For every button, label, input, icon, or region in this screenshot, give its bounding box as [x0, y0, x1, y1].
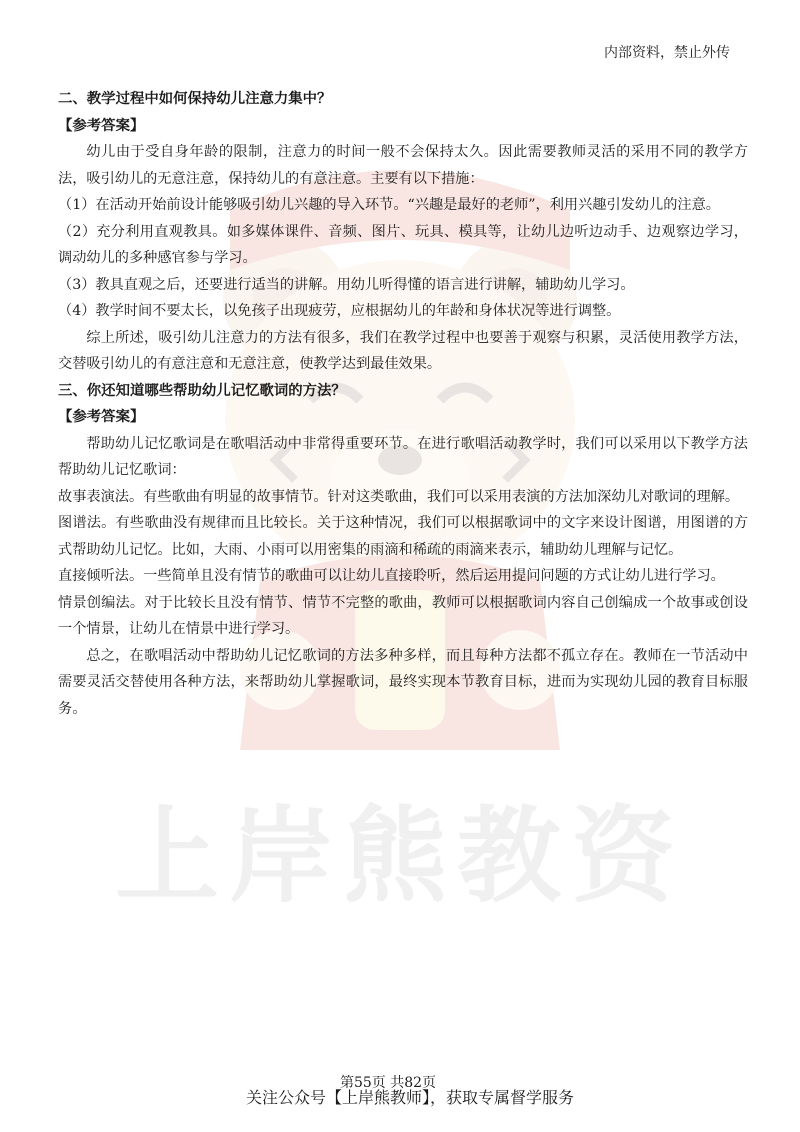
paragraph: 综上所述，吸引幼儿注意力的方法有很多，我们在教学过程中也要善于观察与积累，灵活使用教学方法，交替吸引幼儿的有意注意和无意注意，使教学达到最佳效果。	[58, 329, 748, 372]
section-title: 三、你还知道哪些帮助幼儿记忆歌词的方法？	[58, 382, 346, 399]
paragraph: 总之，在歌唱活动中帮助幼儿记忆歌词的方法多种多样，而且每种方法都不孤立存在。教师在一节活动中需要灵活交替使用各种方法，来帮助幼儿掌握歌词，最终实现本节教育目标，进而为实现幼儿园的教育目标服务。	[58, 647, 748, 717]
paragraph: 帮助幼儿记忆歌词是在歌唱活动中非常得重要环节。在进行歌唱活动教学时，我们可以采用以下教学方法帮助幼儿记忆歌词：	[58, 435, 748, 478]
paragraph: 幼儿由于受自身年龄的限制，注意力的时间一般不会保持太久。因此需要教师灵活的采用不同的教学方法，吸引幼儿的无意注意，保持幼儿的有意注意。主要有以下措施：	[58, 144, 748, 187]
list-item: 直接倾听法。一些简单且没有情节的歌曲可以让幼儿直接聆听，然后运用提问问题的方式让幼儿进行学习。	[58, 568, 725, 584]
section-title: 二、教学过程中如何保持幼儿注意力集中？	[58, 91, 332, 107]
page-number: 第55页 共82页	[339, 1075, 437, 1091]
list-item: 情景创编法。对于比较长且没有情节、情节不完整的歌曲，教师可以根据歌词内容自己创编成一个故事或创设一个情景，让幼儿在情景中进行学习。	[58, 594, 748, 637]
list-item: （3）教具直观之后，还要进行适当的讲解。用幼儿听得懂的语言进行讲解，辅助幼儿学习。	[58, 276, 635, 293]
list-item: 故事表演法。有些歌曲有明显的故事情节。针对这类歌曲，我们可以采用表演的方法加深幼儿对歌词的理解。	[58, 488, 740, 505]
list-item: 图谱法。有些歌曲没有规律而且比较长。关于这种情况，我们可以根据歌词中的文字来设计图谱，用图谱的方式帮助幼儿记忆。比如，大雨、小雨可以用密集的雨滴和稀疏的雨滴来表示，辅助幼儿理解与记忆。	[58, 515, 748, 558]
watermark-text: 上岸熊教资	[114, 795, 685, 917]
confidential-note: 内部资料，禁止外传	[604, 45, 730, 61]
document-body	[58, 86, 748, 722]
list-item: （2）充分利用直观教具。如多媒体课件、音频、图片、玩具、模具等，让幼儿边听边动手、边观察边学习，调动幼儿的多种感官参与学习。	[58, 223, 748, 266]
reference-answer-label: 【参考答案】	[58, 117, 145, 134]
reference-answer-label: 【参考答案】	[58, 409, 145, 425]
list-item: （1）在活动开始前设计能够吸引幼儿兴趣的导入环节。“兴趣是最好的老师”，利用兴趣引发幼儿的注意。	[58, 197, 720, 213]
follow-promo: 关注公众号【上岸熊教师】，获取专属督学服务	[245, 1088, 574, 1107]
list-item: （4）教学时间不要太长，以免孩子出现疲劳，应根据幼儿的年龄和身体状况等进行调整。	[58, 303, 621, 319]
